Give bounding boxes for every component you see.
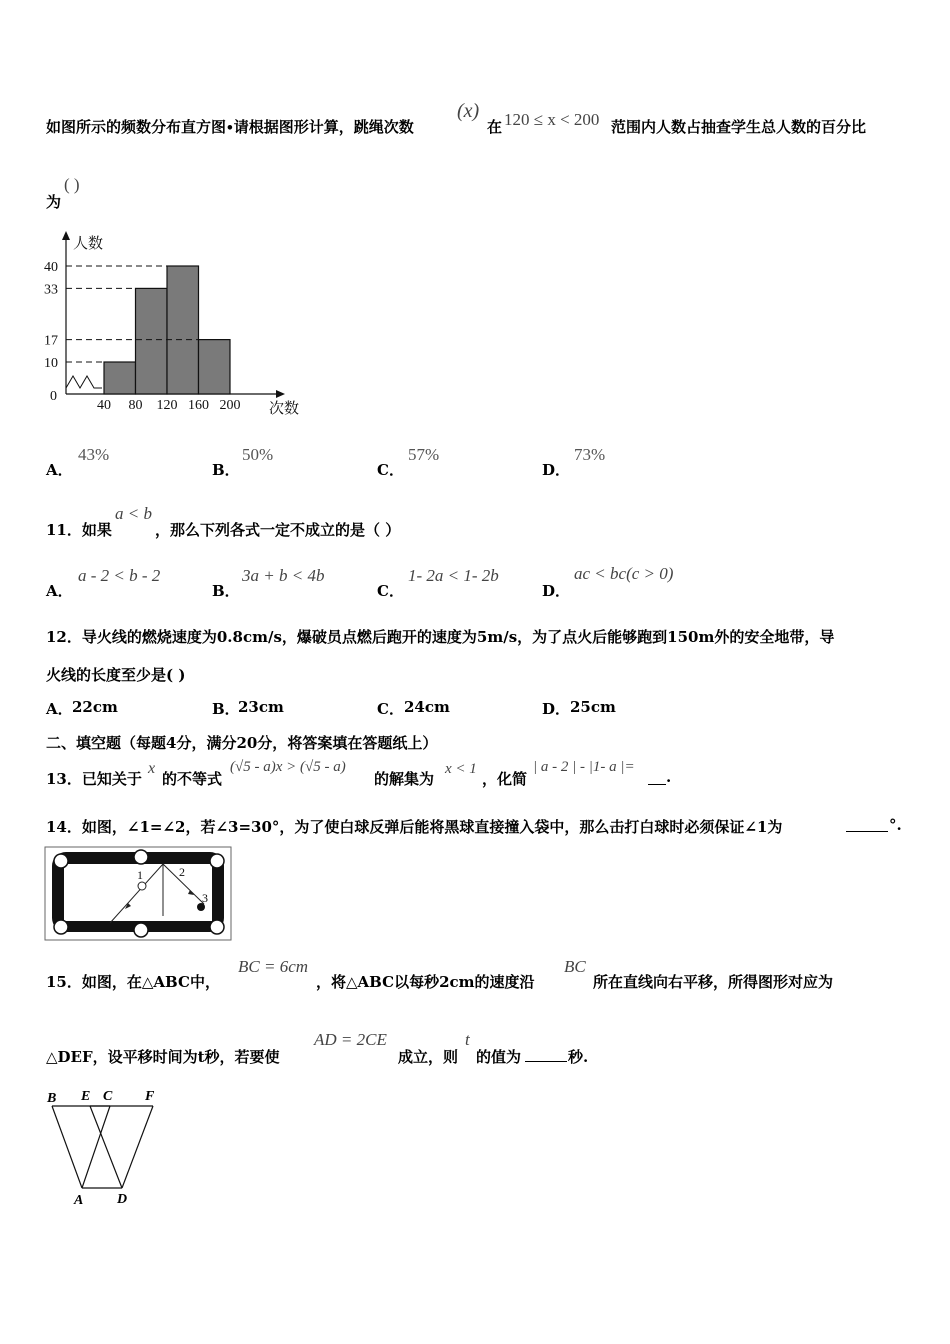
q12-line2: 火线的长度至少是( ) (46, 666, 186, 684)
pocket-bottom-left (54, 920, 68, 934)
histogram-bar-80-120 (136, 288, 168, 394)
q11-stem: ，那么下列各式一定不成立的是（ ） (155, 521, 401, 539)
triangle-translation-figure (40, 1084, 170, 1208)
q13-answer-blank (648, 784, 666, 785)
pocket-bottom-middle (134, 923, 148, 937)
q13-text-a: 13．已知关于 (46, 770, 142, 788)
q15-text-c: 所在直线向右平移，所得图形对应为 (593, 973, 834, 991)
q10-stem-b: 在 (487, 118, 503, 136)
q12-option-b-label: B． (212, 700, 240, 718)
q10-option-b-value: 50% (242, 445, 274, 464)
q13-inequality: (√5 - a)x > (√5 - a) (230, 759, 346, 775)
q11-option-d-label: D． (542, 582, 571, 600)
x-axis-arrow (276, 390, 285, 398)
pocket-bottom-right (210, 920, 224, 934)
q12-option-a-label: A． (46, 700, 73, 718)
x-tick-label-160: 160 (188, 398, 209, 413)
white-ball (138, 882, 146, 890)
q13-var-x: x (148, 760, 156, 777)
y-tick-label-40: 40 (44, 260, 58, 275)
q15-text-e: 成立，则 (398, 1048, 459, 1066)
pocket-top-right (210, 854, 224, 868)
y-axis-label: 人数 (73, 236, 104, 252)
q10-option-d-label: D． (542, 461, 571, 479)
q10-option-b-label: B． (212, 461, 240, 479)
q10-stem-c: 范围内人数占抽查学生总人数的百分比 (611, 118, 867, 136)
x-axis-label: 次数 (269, 401, 300, 417)
q15-text-b: ，将△ABC以每秒2cm的速度沿 (316, 973, 535, 991)
q15-var-t: t (465, 1030, 470, 1049)
q15-text-g: 秒. (568, 1048, 589, 1066)
q11-option-c-value: 1- 2a < 1- 2b (408, 566, 499, 585)
pocket-top-left (54, 854, 68, 868)
label-c: C (103, 1089, 113, 1104)
q15-bc-length: BC = 6cm (238, 957, 309, 976)
label-e: E (81, 1089, 91, 1104)
angle-label-1: 1 (137, 868, 143, 882)
q11-option-a-label: A． (46, 582, 73, 600)
q12-line1: 12．导火线的燃烧速度为0.8cm/s，爆破员点燃后跑开的速度为5m/s，为了点火后能够跑到150m外的安全地带，导 (46, 628, 835, 646)
q10-range: 120 ≤ x < 200 (504, 110, 600, 129)
q10-option-c-label: C． (377, 461, 404, 479)
q11-option-b-value: 3a + b < 4b (242, 566, 325, 585)
segment-fd (122, 1106, 153, 1188)
q11-condition: a < b (115, 504, 152, 523)
y-tick-label-33: 33 (44, 282, 58, 298)
q14-answer-blank (846, 831, 888, 832)
q10-option-d-value: 73% (574, 445, 606, 464)
q10-stem-d: 为 (46, 193, 62, 211)
histogram-bar-120-160 (167, 266, 199, 394)
axis-break-zigzag (66, 376, 102, 388)
q12-option-d-value: 25cm (570, 698, 616, 716)
label-a: A (74, 1193, 84, 1208)
q10-option-a-value: 43% (78, 445, 110, 464)
q11-option-b-label: B． (212, 582, 240, 600)
q10-stem-a: 如图所示的频数分布直方图∙请根据图形计算，跳绳次数 (46, 118, 414, 136)
q12-option-b-value: 23cm (238, 698, 284, 716)
q12-option-a-value: 22cm (72, 698, 118, 716)
pocket-top-middle (134, 850, 148, 864)
label-f: F (145, 1089, 155, 1104)
x-tick-label-40: 40 (97, 398, 111, 413)
angle-label-2: 2 (179, 865, 185, 879)
q15-text-a: 15．如图，在△ABC中， (46, 973, 220, 991)
q14-text: 14．如图，∠1=∠2，若∠3=30°，为了使白球反弹后能将黑球直接撞入袋中，那么击打白球时必须保证∠1为 (46, 818, 783, 836)
x-tick-label-120: 120 (156, 398, 178, 413)
y-tick-label-10: 10 (44, 356, 58, 371)
q13-text-b: 的不等式 (162, 770, 223, 788)
segment-ba (52, 1106, 82, 1188)
section2-title: 二、填空题（每题4分，满分20分，将答案填在答题纸上） (46, 734, 438, 752)
q13-solution: x < 1 (445, 761, 477, 777)
q15-bc-direction: BC (564, 957, 586, 976)
label-d: D (117, 1192, 128, 1207)
q15-answer-blank (525, 1061, 567, 1062)
y-axis-arrow (62, 231, 70, 240)
q10-paren: ( ) (64, 175, 80, 194)
q13-text-c: 的解集为 (374, 770, 435, 788)
q15-text-d: △DEF，设平移时间为t秒，若要使 (46, 1048, 280, 1066)
q12-option-d-label: D． (542, 700, 571, 718)
histogram-bar-40-80 (104, 362, 136, 394)
histogram-chart (40, 228, 320, 424)
q11-option-a-value: a - 2 < b - 2 (78, 566, 161, 585)
q11-number: 11．如果 (46, 521, 112, 539)
q13-expression: | a - 2 | - |1- a |= (533, 759, 635, 775)
q10-option-a-label: A． (46, 461, 73, 479)
q12-option-c-value: 24cm (404, 698, 450, 716)
q13-end: . (666, 768, 672, 786)
q12-option-c-label: C． (377, 700, 404, 718)
histogram-bar-160-200 (199, 340, 231, 394)
q10-option-c-value: 57% (408, 445, 440, 464)
q15-text-f: 的值为 (476, 1048, 522, 1066)
q13-text-d: ，化简 (482, 770, 528, 788)
label-b: B (47, 1091, 57, 1106)
x-tick-label-80: 80 (128, 398, 143, 413)
angle-label-3: 3 (202, 891, 208, 905)
q11-option-c-label: C． (377, 582, 404, 600)
x-tick-label-200: 200 (219, 398, 241, 413)
q10-var-x: (x) (457, 100, 480, 122)
q14-end: °. (889, 816, 902, 834)
y-tick-label-17: 17 (44, 333, 58, 349)
q15-equation: AD = 2CE (314, 1030, 387, 1049)
pool-table-figure (44, 846, 232, 942)
y-tick-label-0: 0 (50, 389, 57, 404)
q11-option-d-value: ac < bc(c > 0) (574, 564, 674, 583)
